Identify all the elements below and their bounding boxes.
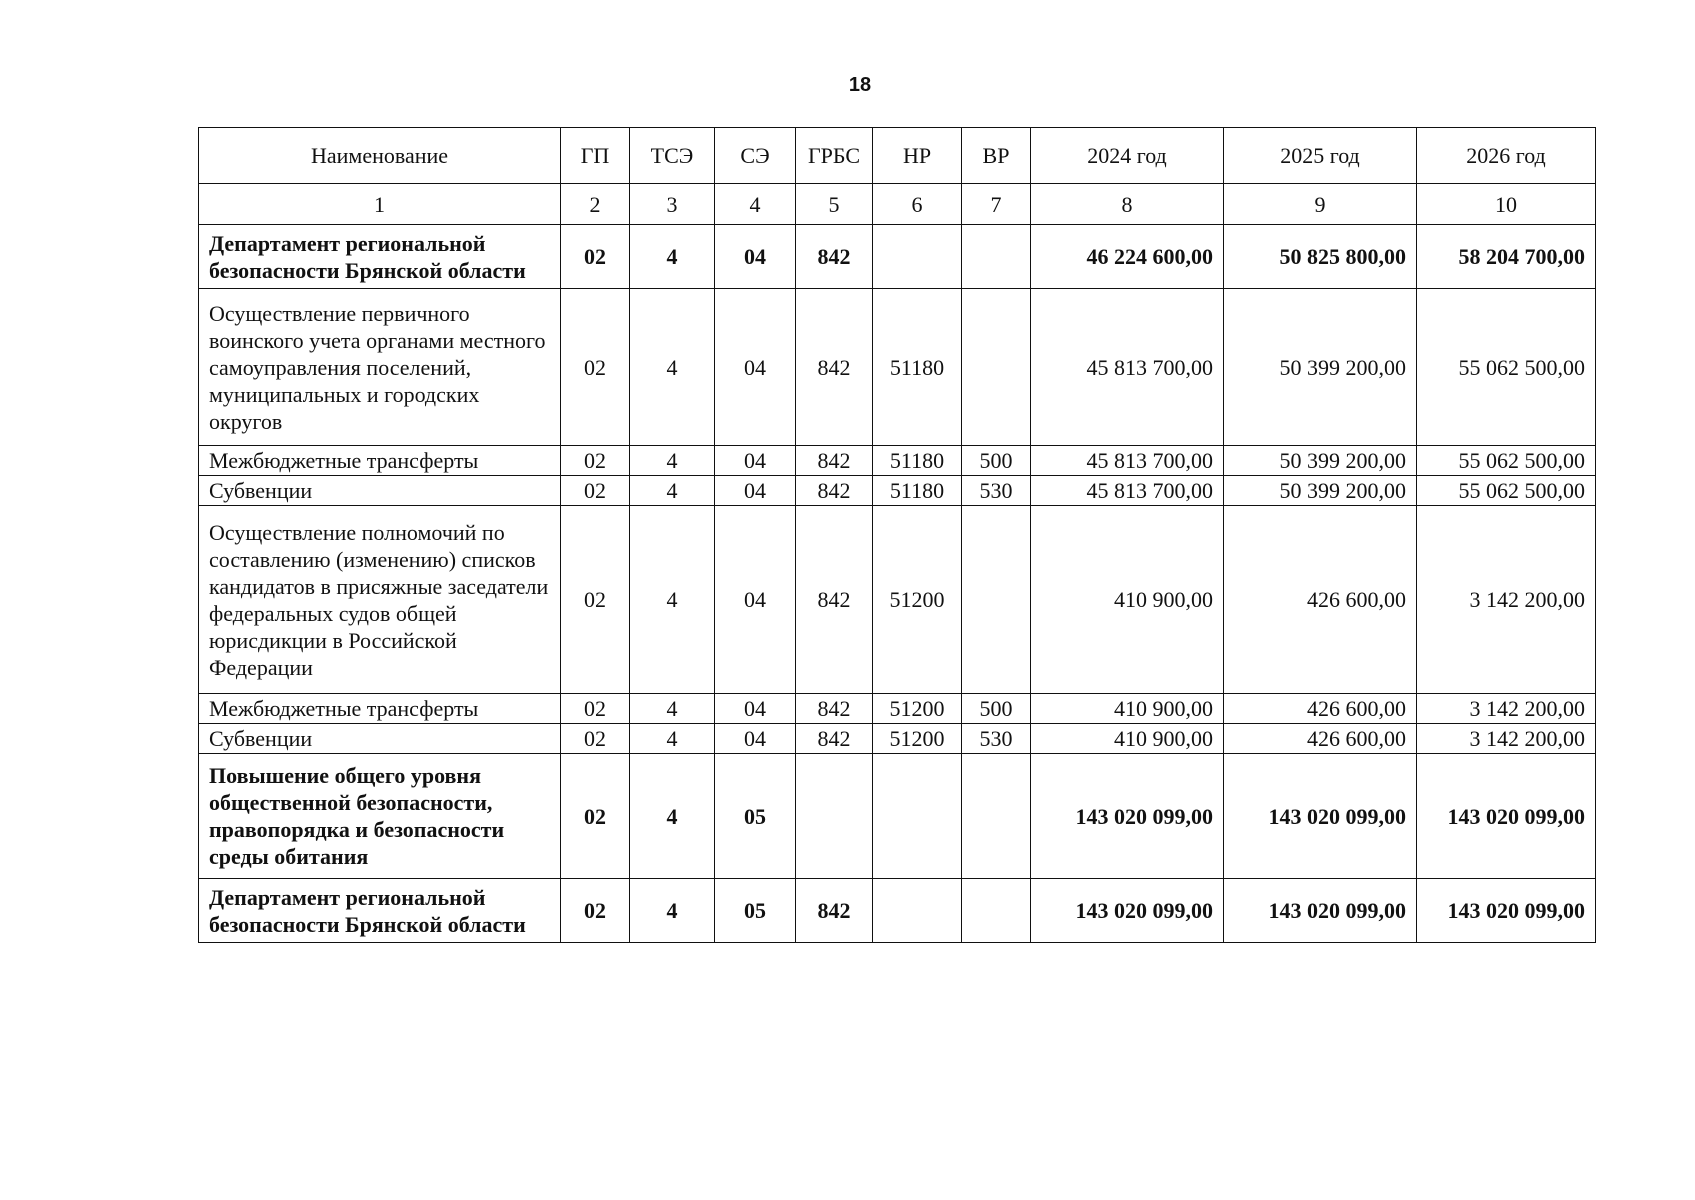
table-row: [199, 754, 1596, 879]
row-tse: 4: [630, 724, 715, 754]
row-se: 04: [715, 289, 796, 446]
row-2025: 426 600,00: [1224, 724, 1417, 754]
table-row: [199, 879, 1596, 943]
table-row: [199, 476, 1596, 506]
table-row: [199, 506, 1596, 694]
header-cell-tse: ТСЭ: [630, 128, 715, 184]
row-2026: 3 142 200,00: [1417, 694, 1596, 724]
row-2024: 410 900,00: [1031, 694, 1224, 724]
column-numbering-row: [199, 184, 1596, 225]
row-2024: 45 813 700,00: [1031, 446, 1224, 476]
table-row: [199, 289, 1596, 446]
row-name: Департамент региональной безопасности Брянской области: [199, 225, 561, 289]
row-2026: 55 062 500,00: [1417, 446, 1596, 476]
row-gp: 02: [561, 754, 630, 879]
row-2024: 143 020 099,00: [1031, 754, 1224, 879]
row-gp: 02: [561, 289, 630, 446]
row-2026: 143 020 099,00: [1417, 879, 1596, 943]
row-2024: 45 813 700,00: [1031, 289, 1224, 446]
row-se: 05: [715, 754, 796, 879]
row-nr: 51200: [873, 506, 962, 694]
row-vr: 530: [962, 476, 1031, 506]
row-nr: 51200: [873, 694, 962, 724]
row-tse: 4: [630, 446, 715, 476]
row-vr: [962, 879, 1031, 943]
row-2026: 3 142 200,00: [1417, 724, 1596, 754]
row-name: Осуществление первичного воинского учета органами местного самоуправления поселений, муниципальных и городских округов: [199, 289, 561, 446]
row-2025: 426 600,00: [1224, 506, 1417, 694]
header-cell-2026: 2026 год: [1417, 128, 1596, 184]
header-cell-2024: 2024 год: [1031, 128, 1224, 184]
row-nr: 51180: [873, 476, 962, 506]
row-name: Межбюджетные трансферты: [199, 446, 561, 476]
row-2026: 143 020 099,00: [1417, 754, 1596, 879]
row-name: Субвенции: [199, 476, 561, 506]
row-vr: 530: [962, 724, 1031, 754]
row-grbs: 842: [796, 476, 873, 506]
row-grbs: 842: [796, 289, 873, 446]
page-number: 18: [848, 74, 872, 96]
row-2025: 50 825 800,00: [1224, 225, 1417, 289]
row-se: 04: [715, 225, 796, 289]
row-grbs: 842: [796, 446, 873, 476]
row-tse: 4: [630, 289, 715, 446]
row-tse: 4: [630, 225, 715, 289]
row-2025: 143 020 099,00: [1224, 754, 1417, 879]
row-nr: 51200: [873, 724, 962, 754]
row-gp: 02: [561, 476, 630, 506]
row-gp: 02: [561, 724, 630, 754]
row-nr: 51180: [873, 289, 962, 446]
table-row: [199, 724, 1596, 754]
column-number: 10: [1417, 184, 1596, 225]
row-2026: 3 142 200,00: [1417, 506, 1596, 694]
row-2025: 50 399 200,00: [1224, 446, 1417, 476]
column-number: 9: [1224, 184, 1417, 225]
table-row: [199, 446, 1596, 476]
row-tse: 4: [630, 879, 715, 943]
row-2026: 55 062 500,00: [1417, 289, 1596, 446]
row-tse: 4: [630, 476, 715, 506]
row-nr: [873, 879, 962, 943]
row-name: Департамент региональной безопасности Брянской области: [199, 879, 561, 943]
column-number: 2: [561, 184, 630, 225]
row-vr: 500: [962, 446, 1031, 476]
row-name: Субвенции: [199, 724, 561, 754]
row-nr: [873, 225, 962, 289]
row-2025: 143 020 099,00: [1224, 879, 1417, 943]
column-number: 8: [1031, 184, 1224, 225]
row-nr: 51180: [873, 446, 962, 476]
row-2025: 426 600,00: [1224, 694, 1417, 724]
row-se: 05: [715, 879, 796, 943]
budget-table: [198, 127, 1596, 943]
row-grbs: 842: [796, 694, 873, 724]
row-gp: 02: [561, 694, 630, 724]
column-number: 6: [873, 184, 962, 225]
row-vr: 500: [962, 694, 1031, 724]
table-row: [199, 694, 1596, 724]
row-vr: [962, 506, 1031, 694]
row-vr: [962, 289, 1031, 446]
row-grbs: [796, 754, 873, 879]
table-row: [199, 225, 1596, 289]
row-gp: 02: [561, 446, 630, 476]
header-cell-grbs: ГРБС: [796, 128, 873, 184]
row-se: 04: [715, 724, 796, 754]
row-vr: [962, 754, 1031, 879]
row-se: 04: [715, 694, 796, 724]
row-se: 04: [715, 476, 796, 506]
row-tse: 4: [630, 754, 715, 879]
row-vr: [962, 225, 1031, 289]
row-gp: 02: [561, 225, 630, 289]
row-2026: 55 062 500,00: [1417, 476, 1596, 506]
column-number: 7: [962, 184, 1031, 225]
row-gp: 02: [561, 506, 630, 694]
header-cell-nr: НР: [873, 128, 962, 184]
row-2024: 410 900,00: [1031, 724, 1224, 754]
row-grbs: 842: [796, 225, 873, 289]
row-name: Повышение общего уровня общественной безопасности, правопорядка и безопасности среды обитания: [199, 754, 561, 879]
row-grbs: 842: [796, 879, 873, 943]
row-se: 04: [715, 446, 796, 476]
row-se: 04: [715, 506, 796, 694]
row-2024: 46 224 600,00: [1031, 225, 1224, 289]
column-number: 4: [715, 184, 796, 225]
header-cell-vr: ВР: [962, 128, 1031, 184]
header-cell-gp: ГП: [561, 128, 630, 184]
row-2025: 50 399 200,00: [1224, 289, 1417, 446]
header-row: [199, 128, 1596, 184]
row-2024: 45 813 700,00: [1031, 476, 1224, 506]
row-2026: 58 204 700,00: [1417, 225, 1596, 289]
row-gp: 02: [561, 879, 630, 943]
column-number: 5: [796, 184, 873, 225]
row-name: Межбюджетные трансферты: [199, 694, 561, 724]
row-nr: [873, 754, 962, 879]
row-grbs: 842: [796, 506, 873, 694]
header-cell-se: СЭ: [715, 128, 796, 184]
row-grbs: 842: [796, 724, 873, 754]
column-number: 3: [630, 184, 715, 225]
row-tse: 4: [630, 694, 715, 724]
header-cell-2025: 2025 год: [1224, 128, 1417, 184]
row-2024: 410 900,00: [1031, 506, 1224, 694]
row-2024: 143 020 099,00: [1031, 879, 1224, 943]
header-cell-name: Наименование: [199, 128, 561, 184]
row-tse: 4: [630, 506, 715, 694]
row-2025: 50 399 200,00: [1224, 476, 1417, 506]
column-number: 1: [199, 184, 561, 225]
row-name: Осуществление полномочий по составлению (изменению) списков кандидатов в присяжные заседатели федеральных судов общей юрисдикции в Российской Федерации: [199, 506, 561, 694]
